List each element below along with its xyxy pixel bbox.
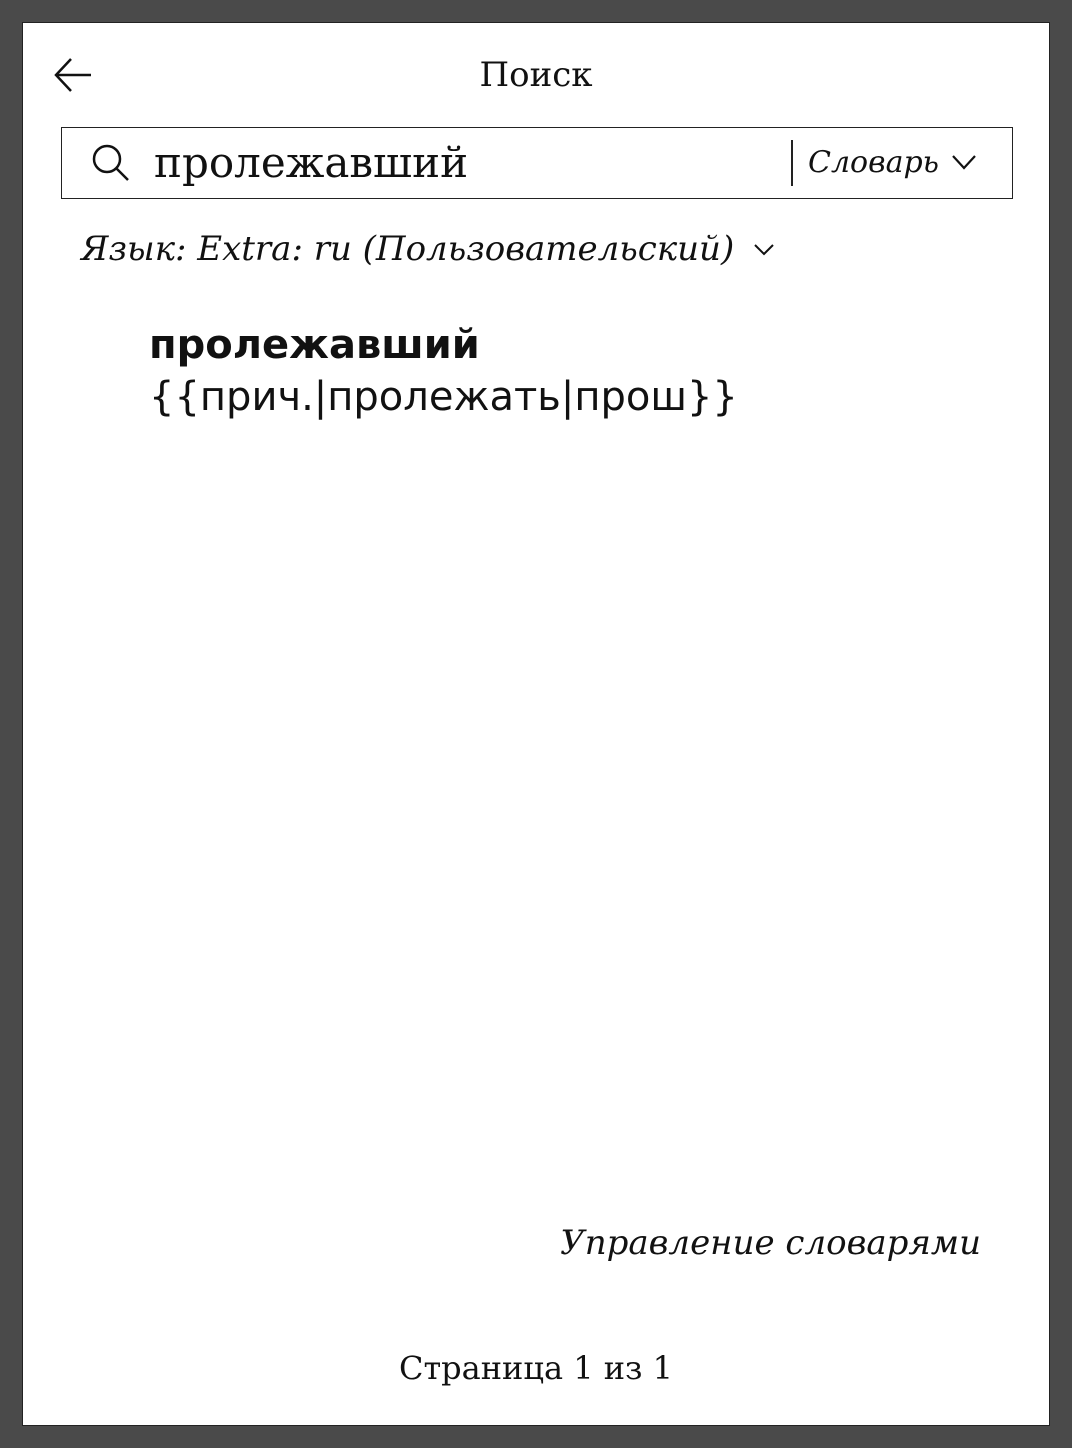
search-bar: [61, 127, 1013, 199]
page-title: Поиск: [479, 55, 593, 95]
manage-dictionaries-link[interactable]: Управление словарями: [560, 1223, 981, 1263]
page-indicator: Страница 1 из 1: [398, 1349, 674, 1387]
dictionary-result[interactable]: [149, 319, 738, 423]
search-icon: [90, 142, 132, 184]
search-divider: [791, 140, 793, 186]
dictionary-scope-dropdown[interactable]: [808, 128, 1008, 196]
language-dropdown[interactable]: [81, 229, 776, 269]
chevron-down-icon: [752, 237, 776, 261]
dictionary-search-screen: [22, 22, 1050, 1426]
result-definition: {{прич.|пролежать|прош}}: [149, 374, 738, 420]
dictionary-scope-label: Словарь: [808, 144, 940, 180]
chevron-down-icon: [951, 149, 977, 175]
search-input[interactable]: [154, 128, 774, 196]
language-label: Язык: Extra: ru (Пользовательский): [81, 229, 735, 269]
result-headword: пролежавший: [149, 322, 480, 368]
